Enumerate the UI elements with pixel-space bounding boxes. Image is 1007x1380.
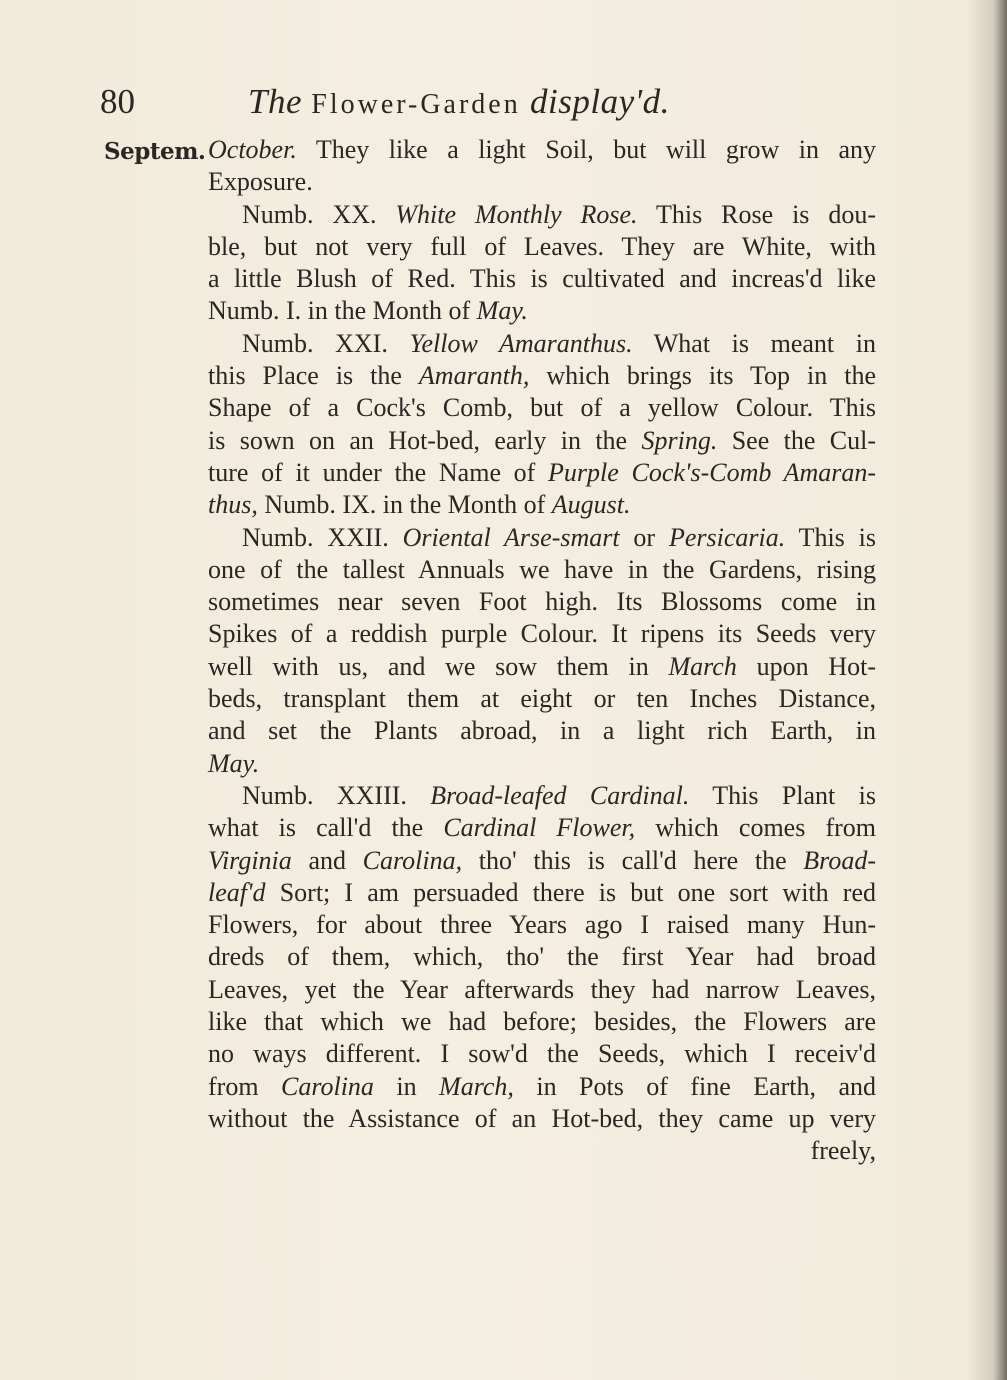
text-line [208, 812, 876, 844]
text-run: what is call'd the [208, 813, 444, 843]
text-run: this Place is the [208, 361, 419, 391]
text-run: which brings its Top in the [529, 361, 876, 391]
title-displayd: display'd. [530, 82, 670, 121]
page-number: 80 [100, 82, 135, 121]
running-header [100, 82, 840, 132]
italic-run: Oriental Arse-smart [402, 522, 620, 552]
text-run: Numb. I. in the Month of [208, 296, 477, 326]
text-run: This Rose is dou- [637, 199, 876, 229]
text-line [208, 199, 876, 231]
text-run: Leaves, yet the Year afterwards they had narrow Leaves, [208, 974, 876, 1004]
text-run: dreds of them, which, tho' the first Year had broad [208, 942, 876, 972]
text-line [208, 974, 876, 1006]
margin-note: Septem. [104, 138, 206, 165]
italic-run: March [668, 651, 737, 681]
text-line [208, 586, 876, 618]
text-run: Numb. XXI. [242, 328, 410, 358]
page-edge [993, 0, 1007, 1380]
text-run: freely, [810, 1136, 876, 1166]
text-run: ture of it under the Name of [208, 457, 549, 487]
text-line [208, 263, 876, 295]
text-run: Numb. XX. [242, 199, 396, 229]
italic-run: March, [439, 1071, 514, 1101]
text-run: or [619, 522, 669, 552]
text-line [208, 231, 876, 263]
text-run: like that which we had before; besides, the Flowers are [208, 1007, 876, 1037]
text-run: no ways different. I sow'd the Seeds, which I receiv'd [208, 1039, 876, 1069]
italic-run: White Monthly Rose. [395, 199, 638, 229]
italic-run: May. [208, 748, 260, 778]
italic-run: Amaranth, [418, 361, 530, 391]
text-line [208, 845, 876, 877]
italic-run: Carolina, [362, 845, 463, 875]
text-line [208, 715, 876, 747]
title-the: The [248, 82, 302, 121]
text-run: Spikes of a reddish purple Colour. It ripens its Seeds very [208, 619, 876, 649]
text-line [208, 780, 876, 812]
italic-run: leaf'd [208, 877, 266, 907]
text-line [208, 1071, 876, 1103]
italic-run: Virginia [208, 845, 292, 875]
title-flower-garden: Flower-Garden [311, 89, 521, 120]
italic-run: Yellow Amaranthus. [409, 328, 633, 358]
italic-run: Broad-leafed Cardinal. [430, 780, 690, 810]
text-line [208, 1135, 876, 1167]
text-run: is sown on an Hot-bed, early in the [208, 425, 642, 455]
text-run: beds, transplant them at eight or ten Inches Distance, [208, 684, 876, 714]
text-run: sometimes near seven Foot high. Its Blossoms come in [208, 587, 876, 617]
italic-run: October. [208, 135, 297, 164]
text-line [208, 1038, 876, 1070]
text-line [208, 748, 876, 780]
text-run: which comes from [635, 813, 876, 843]
text-run: in [373, 1071, 440, 1101]
text-line [208, 683, 876, 715]
text-run: from [208, 1071, 281, 1101]
text-run: upon Hot- [736, 651, 876, 681]
text-run: See the Cul- [717, 425, 876, 455]
italic-run: May. [476, 296, 528, 326]
text-line [208, 295, 876, 327]
running-title [248, 82, 670, 122]
italic-run: Carolina [280, 1071, 374, 1101]
text-line [208, 392, 876, 424]
text-run: Numb. IX. in the Month of [257, 490, 552, 520]
text-run: without the Assistance of an Hot-bed, they came up very [208, 1103, 876, 1133]
text-line [208, 877, 876, 909]
text-line [208, 457, 876, 489]
text-run: This is [785, 522, 876, 552]
italic-run: Persicaria. [668, 522, 786, 552]
text-line [208, 941, 876, 973]
text-line [208, 554, 876, 586]
body-text [208, 134, 876, 1168]
text-run: Numb. XXII. [242, 522, 403, 552]
text-line [208, 618, 876, 650]
text-run: They like a light Soil, but will grow in any [296, 135, 876, 164]
text-run: Flowers, for about three Years ago I raised many Hun- [208, 910, 876, 940]
text-run: in Pots of fine Earth, and [513, 1071, 876, 1101]
text-line [208, 425, 876, 457]
text-run: What is meant in [632, 328, 876, 358]
text-run: Shape of a Cock's Comb, but of a yellow Colour. This [208, 393, 876, 423]
italic-run: thus, [208, 490, 258, 520]
italic-run: August. [551, 490, 631, 520]
text-line [208, 909, 876, 941]
text-run: and [291, 845, 363, 875]
text-line [208, 522, 876, 554]
text-run: and set the Plants abroad, in a light rich Earth, in [208, 716, 876, 746]
italic-run: Broad- [803, 845, 876, 875]
text-run: a little Blush of Red. This is cultivated and increas'd like [208, 264, 876, 294]
text-line [208, 1103, 876, 1135]
text-line [208, 328, 876, 360]
text-run: Exposure. [208, 167, 313, 197]
italic-run: Cardinal Flower, [443, 813, 636, 843]
text-line [208, 1006, 876, 1038]
italic-run: Spring. [641, 425, 718, 455]
text-run: Sort; I am persuaded there is but one sort with red [265, 877, 876, 907]
text-line [208, 166, 876, 198]
italic-run: Purple Cock's-Comb Amaran- [548, 457, 877, 487]
text-run: Numb. XXIII. [242, 780, 431, 810]
text-run: tho' this is call'd here the [462, 845, 804, 875]
text-run: well with us, and we sow them in [208, 651, 669, 681]
text-run: This Plant is [689, 780, 876, 810]
text-line [208, 134, 876, 166]
text-line [208, 360, 876, 392]
text-line [208, 651, 876, 683]
text-line [208, 489, 876, 521]
text-run: one of the tallest Annuals we have in the Gardens, rising [208, 554, 876, 584]
text-run: ble, but not very full of Leaves. They are White, with [208, 231, 876, 261]
